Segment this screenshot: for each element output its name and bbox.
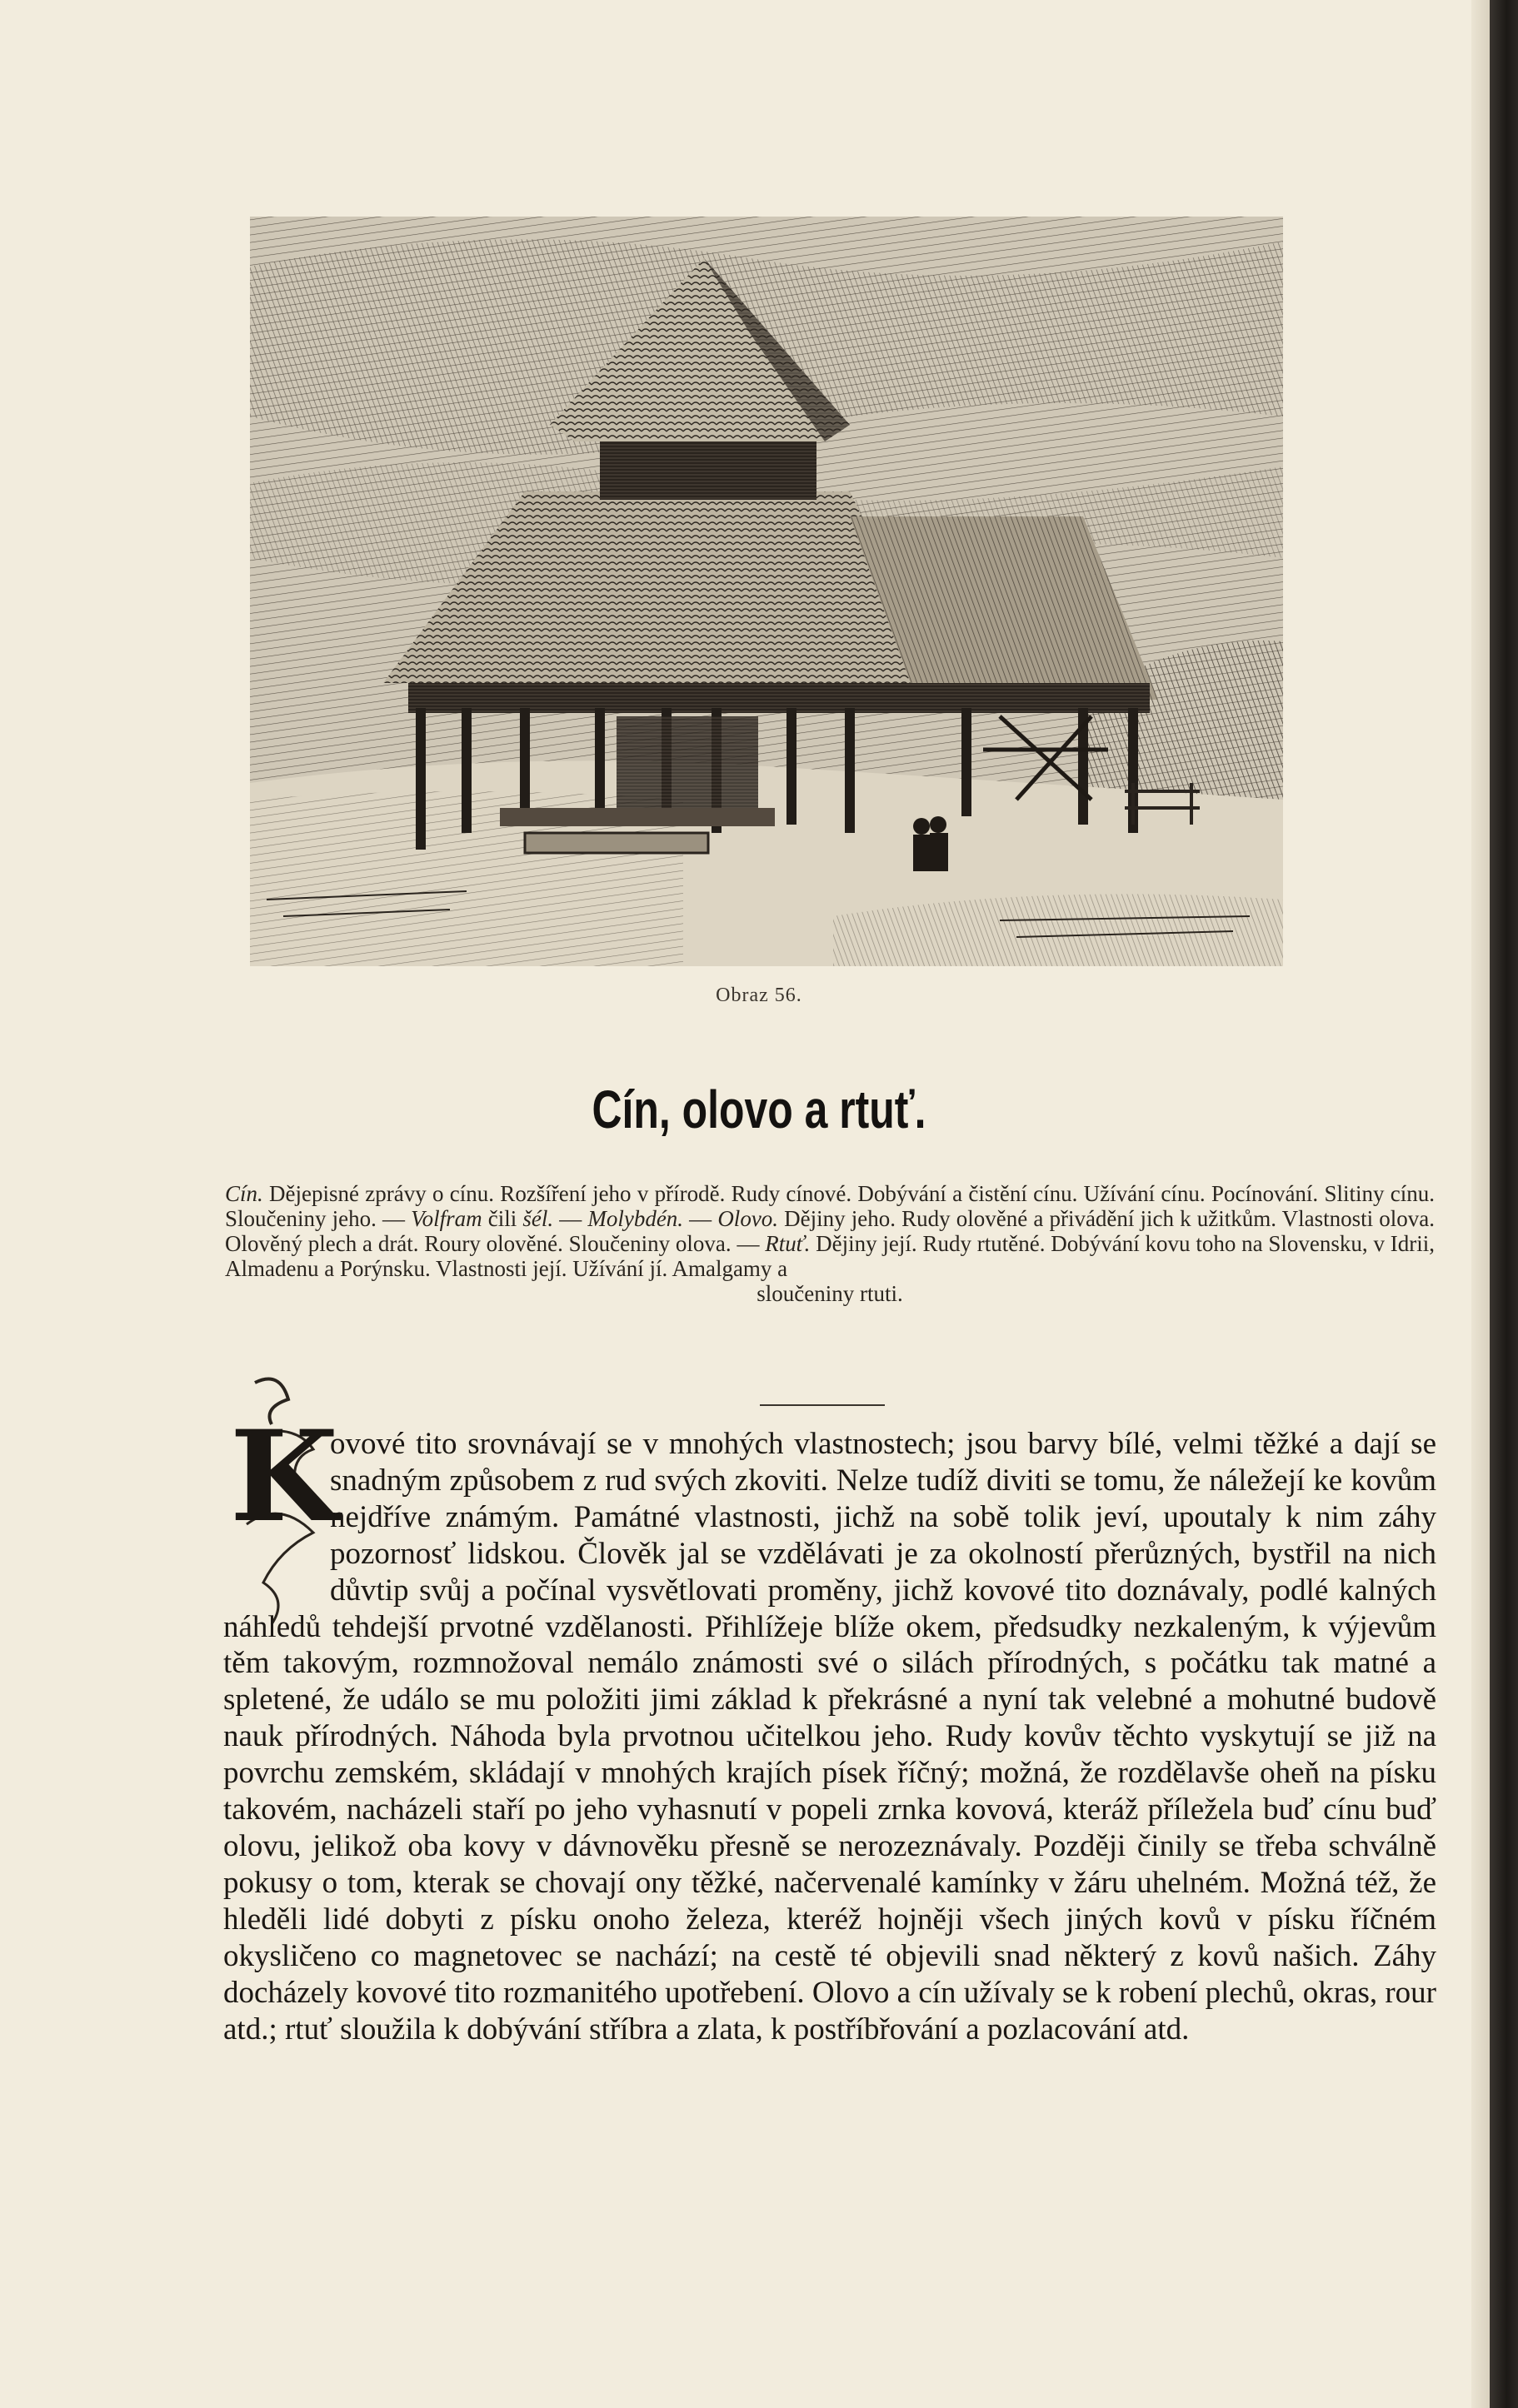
summary-text: Dějiny jeho. Rudy olověné a přivádění jich k užitkům. Vlastnosti olova. Olověný plech a drát. Roury olověné. Sloučeniny olova. — — [225, 1206, 1435, 1256]
body-text: ovové tito srovnávají se v mnohých vlastnostech; jsou barvy bílé, velmi těžké a dají se snadným způsobem z rud svých zkoviti. Nelze tudíž diviti se tomu, že náležejí ke kovům nejdříve známým. Památné vlastnosti, jichž na sobě tolik jeví, upoutaly k nim záhy pozornosť lidskou. Člověk jal se vzdělávati je za okolností přerůzných, bystřil na nich důvtip svůj a počínal vysvětlovati proměny, jichž kovové tito doznávaly, podlé kalných náhledů tehdejší prvotné vzdělanosti. Přihlížeje blíže okem, předsudky nezkaleným, k výjevům těm takovým, rozmnožoval nemálo známosti své o silách přírodných, s počátku tak matné a spletené, že událo se mu položiti jimi základ k překrásné a nyní tak velebné a mohutné budově nauk přírodných. Náhoda byla prvotnou učitelkou jeho. Rudy kovův těchto vyskytují se již na povrchu zemském, skládají v mnohých krajích písek říčný; možná, že rozdělavše oheň na písku takovém, nacházeli staří po jeho vyhasnutí v popeli zrnka kovová, kteráž příležela buď cínu buď olovu, jelikož oba kovy v dávnověku přesně se nerozeznávaly. Později činily se třeba schválně pokusy o tom, kterak se chovají ony těžké, načervenalé kamínky v žáru uhelném. Možná též, že hleděli lidé dobyti z písku onoho železa, kteréž hojněji všech jiných kovů v písku říčném okysličeno co magnetovec se nachází; na cestě té objevili snad některý z kovů našich. Záhy docházely kovové tito rozmanitého upotřebení. Olovo a cín užívaly se k robení plechů, okras, rour atd.; rtuť sloužila k dobývání stříbra a zlata, k postříbřování a pozlacování atd. — [223, 1427, 1436, 2047]
engraving-illustration — [250, 167, 1283, 966]
summary-text: Dějiny její. Rudy rtutěné. Dobývání kovu toho na Slovensku, v Idrii, Almadenu a Porýnsku. Vlastnosti její. Užívání jí. Amalgamy a — [225, 1231, 1435, 1281]
summary-topic-lead: Olovo. — [717, 1206, 779, 1231]
summary-topic-sel: šél. — [522, 1206, 554, 1231]
summary-topic-mercury: Rtuť. — [765, 1231, 811, 1256]
wooden-building-engraving — [250, 167, 1283, 966]
summary-text: — — [553, 1206, 588, 1231]
summary-text: čili — [482, 1206, 523, 1231]
dropcap-space — [223, 1426, 330, 1601]
summary-text: Dějepisné zprávy o cínu. Rozšíření jeho v přírodě. Rudy cínové. Dobývání a čistění cínu. Užívání cínu. Pocínování. Slitiny cínu. Sloučeniny jeho. — — [225, 1181, 1435, 1231]
chapter-summary — [225, 1181, 1435, 1306]
page-edge — [1471, 0, 1490, 2408]
figure-caption: Obraz 56. — [716, 985, 802, 1006]
chapter-title: Cín, olovo a rtuť. — [592, 1079, 926, 1139]
summary-last-line: sloučeniny rtuti. — [757, 1281, 903, 1306]
summary-topic-molybden: Molybdén. — [587, 1206, 684, 1231]
scan-border — [1490, 0, 1518, 2408]
dropcap-letter: K — [229, 1403, 339, 1550]
summary-topic-wolfram: Volfram — [411, 1206, 482, 1231]
body-paragraph — [223, 1426, 1436, 2047]
section-divider — [760, 1404, 885, 1406]
summary-topic-tin: Cín. — [225, 1181, 263, 1206]
summary-text: — — [683, 1206, 718, 1231]
